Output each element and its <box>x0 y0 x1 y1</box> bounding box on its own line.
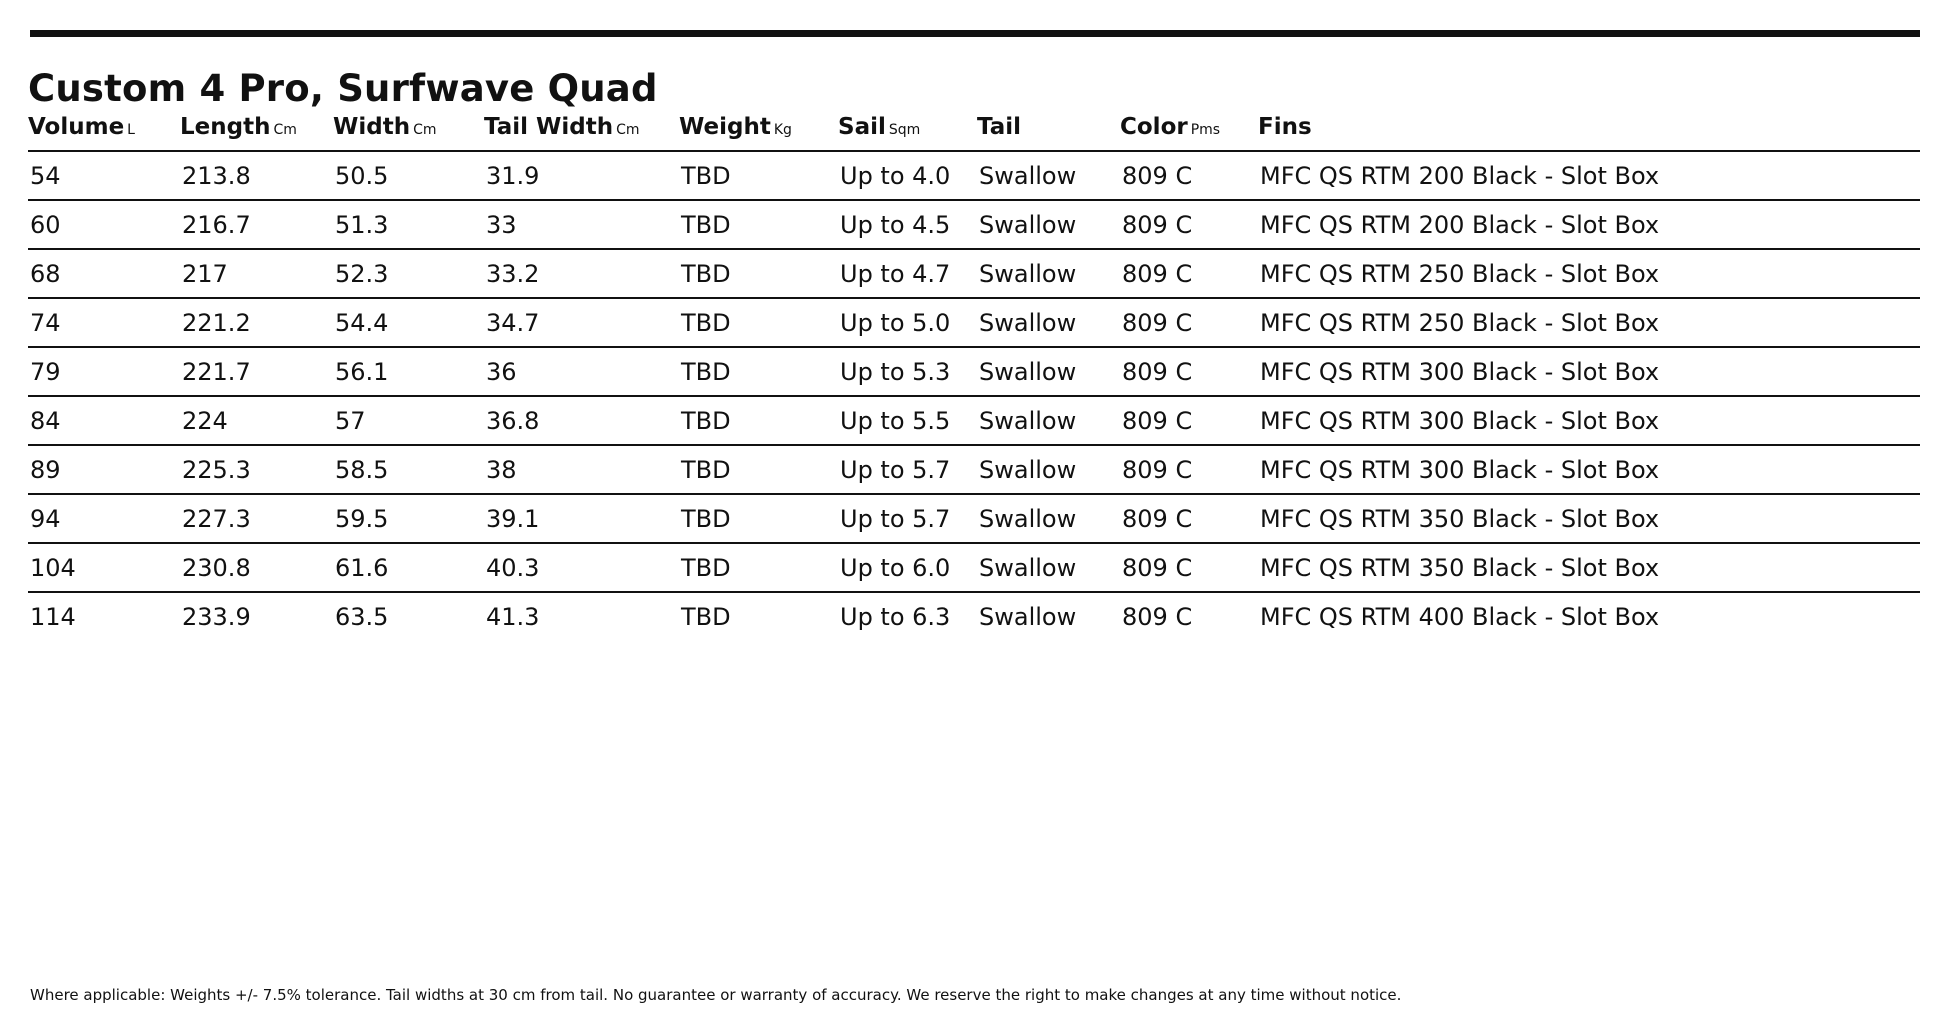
cell-width: 63.5 <box>335 602 389 631</box>
cell-sail: Up to 6.3 <box>840 602 951 631</box>
col-header-fins <box>1258 104 1920 151</box>
cell-length: 233.9 <box>182 602 251 631</box>
col-label: Tail Width <box>484 114 614 140</box>
cell-color: 809 C <box>1120 396 1258 445</box>
header-row <box>28 104 1920 151</box>
table-row <box>28 494 1920 543</box>
cell-width: 56.1 <box>333 347 484 396</box>
col-header-width <box>333 104 484 151</box>
cell-tail-width: 36 <box>484 347 679 396</box>
top-rule <box>30 30 1920 37</box>
col-header-tail-width <box>484 104 679 151</box>
cell-tail-width: 34.7 <box>484 298 679 347</box>
cell-volume: 94 <box>28 494 180 543</box>
cell-weight: TBD <box>679 396 838 445</box>
cell-fins: MFC QS RTM 250 Black - Slot Box <box>1258 298 1920 347</box>
cell-width: 52.3 <box>333 249 484 298</box>
col-unit: Sqm <box>888 122 921 138</box>
table-row <box>28 347 1920 396</box>
cell-color: 809 C <box>1120 200 1258 249</box>
cell-width: 50.5 <box>333 151 484 200</box>
cell-color: 809 C <box>1120 249 1258 298</box>
col-label: Length <box>180 114 271 140</box>
col-unit: Cm <box>273 122 297 138</box>
cell-sail: Up to 5.5 <box>838 396 977 445</box>
cell-volume: 60 <box>28 200 180 249</box>
cell-color: 809 C <box>1120 151 1258 200</box>
cell-tail-width: 36.8 <box>484 396 679 445</box>
col-label: Volume <box>28 114 125 140</box>
cell-tail: Swallow <box>977 200 1120 249</box>
cell-weight: TBD <box>679 200 838 249</box>
cell-tail: Swallow <box>977 298 1120 347</box>
cell-length: 217 <box>180 249 333 298</box>
cell-volume: 104 <box>28 543 180 592</box>
cell-sail: Up to 4.7 <box>838 249 977 298</box>
cell-volume: 89 <box>28 445 180 494</box>
spec-table <box>28 104 1920 640</box>
cell-width: 58.5 <box>333 445 484 494</box>
cell-tail-width: 38 <box>484 445 679 494</box>
cell-sail: Up to 5.7 <box>838 494 977 543</box>
footnote: Where applicable: Weights +/- 7.5% tolerance. Tail widths at 30 cm from tail. No guarantee or warranty of accuracy. We reserve the right to make changes at any time without notice. <box>30 986 1402 1004</box>
table-row <box>28 151 1920 200</box>
cell-fins: MFC QS RTM 400 Black - Slot Box <box>1260 602 1660 631</box>
cell-fins: MFC QS RTM 200 Black - Slot Box <box>1258 200 1920 249</box>
table-row <box>28 249 1920 298</box>
cell-weight: TBD <box>679 445 838 494</box>
cell-length: 224 <box>180 396 333 445</box>
cell-volume: 84 <box>28 396 180 445</box>
cell-sail: Up to 6.0 <box>838 543 977 592</box>
cell-tail: Swallow <box>979 602 1077 631</box>
cell-fins: MFC QS RTM 250 Black - Slot Box <box>1258 249 1920 298</box>
cell-tail-width: 40.3 <box>484 543 679 592</box>
cell-weight: TBD <box>679 494 838 543</box>
cell-weight: TBD <box>679 249 838 298</box>
cell-fins: MFC QS RTM 300 Black - Slot Box <box>1258 445 1920 494</box>
col-header-sail <box>838 104 977 151</box>
cell-length: 213.8 <box>180 151 333 200</box>
col-label: Fins <box>1258 114 1312 140</box>
cell-fins: MFC QS RTM 350 Black - Slot Box <box>1258 494 1920 543</box>
cell-width: 61.6 <box>333 543 484 592</box>
col-header-tail <box>977 104 1120 151</box>
cell-weight: TBD <box>679 151 838 200</box>
table-row <box>28 396 1920 445</box>
cell-volume: 74 <box>28 298 180 347</box>
col-header-weight <box>679 104 838 151</box>
col-unit: Pms <box>1190 122 1221 138</box>
cell-tail: Swallow <box>977 543 1120 592</box>
col-header-volume <box>28 104 180 151</box>
col-header-length <box>180 104 333 151</box>
col-unit: Cm <box>413 122 437 138</box>
cell-tail: Swallow <box>977 347 1120 396</box>
cell-color: 809 C <box>1120 445 1258 494</box>
cell-length: 221.2 <box>180 298 333 347</box>
cell-tail: Swallow <box>977 445 1120 494</box>
cell-color: 809 C <box>1120 298 1258 347</box>
cell-tail-width: 39.1 <box>484 494 679 543</box>
table-row <box>28 445 1920 494</box>
cell-weight: TBD <box>681 602 731 631</box>
cell-volume: 68 <box>28 249 180 298</box>
cell-fins: MFC QS RTM 300 Black - Slot Box <box>1258 347 1920 396</box>
cell-length: 227.3 <box>180 494 333 543</box>
col-unit: Kg <box>773 122 792 138</box>
cell-volume: 54 <box>28 151 180 200</box>
cell-tail: Swallow <box>977 249 1120 298</box>
cell-tail-width: 33 <box>484 200 679 249</box>
cell-tail-width: 41.3 <box>486 602 540 631</box>
col-header-color <box>1120 104 1258 151</box>
cell-tail: Swallow <box>977 396 1120 445</box>
cell-width: 51.3 <box>333 200 484 249</box>
cell-tail-width: 31.9 <box>484 151 679 200</box>
cell-length: 230.8 <box>180 543 333 592</box>
cell-color: 809 C <box>1122 602 1193 631</box>
cell-sail: Up to 5.0 <box>838 298 977 347</box>
table-row <box>28 200 1920 249</box>
cell-weight: TBD <box>679 298 838 347</box>
table-row <box>28 298 1920 347</box>
cell-fins: MFC QS RTM 300 Black - Slot Box <box>1258 396 1920 445</box>
table-row <box>28 592 1920 640</box>
col-label: Tail <box>977 114 1022 140</box>
cell-weight: TBD <box>679 543 838 592</box>
col-label: Sail <box>838 114 886 140</box>
cell-length: 221.7 <box>180 347 333 396</box>
cell-sail: Up to 5.3 <box>838 347 977 396</box>
col-unit: Cm <box>616 122 640 138</box>
col-label: Color <box>1120 114 1188 140</box>
cell-fins: MFC QS RTM 350 Black - Slot Box <box>1258 543 1920 592</box>
cell-fins: MFC QS RTM 200 Black - Slot Box <box>1258 151 1920 200</box>
cell-weight: TBD <box>679 347 838 396</box>
page-title: Custom 4 Pro, Surfwave Quad <box>28 66 658 110</box>
col-label: Weight <box>679 114 771 140</box>
cell-width: 57 <box>333 396 484 445</box>
col-label: Width <box>333 114 411 140</box>
cell-volume: 114 <box>30 602 76 631</box>
cell-tail: Swallow <box>977 151 1120 200</box>
table-row <box>28 543 1920 592</box>
cell-tail: Swallow <box>977 494 1120 543</box>
cell-sail: Up to 4.0 <box>838 151 977 200</box>
cell-color: 809 C <box>1120 543 1258 592</box>
cell-length: 216.7 <box>180 200 333 249</box>
cell-sail: Up to 4.5 <box>838 200 977 249</box>
col-unit: L <box>127 122 135 138</box>
cell-color: 809 C <box>1120 494 1258 543</box>
cell-sail: Up to 5.7 <box>838 445 977 494</box>
cell-width: 59.5 <box>333 494 484 543</box>
cell-tail-width: 33.2 <box>484 249 679 298</box>
cell-volume: 79 <box>28 347 180 396</box>
cell-width: 54.4 <box>333 298 484 347</box>
cell-color: 809 C <box>1120 347 1258 396</box>
cell-length: 225.3 <box>180 445 333 494</box>
